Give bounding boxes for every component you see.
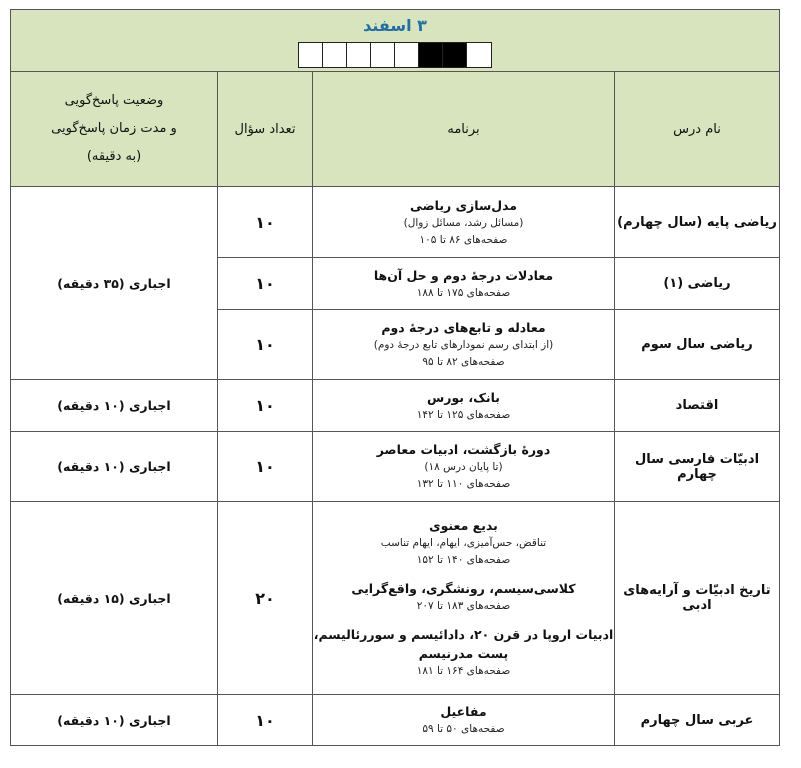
column-headers xyxy=(11,72,780,187)
col-header-count: تعداد سؤال xyxy=(218,72,313,187)
exam-schedule-table xyxy=(10,9,780,746)
program-note: (تا پایان درس ۱۸) xyxy=(424,461,503,473)
answer-status: اجباری (۱۰ دقیقه) xyxy=(11,695,218,746)
program-pages: صفحه‌های ۱۶۴ تا ۱۸۱ xyxy=(416,665,511,677)
program-title: مدل‌سازی ریاضی xyxy=(409,197,518,213)
course-name: اقتصاد xyxy=(615,380,780,432)
course-name: ادبیّات فارسی سال چهارم xyxy=(615,432,780,502)
program-title: کلاسی‌سیسم، رونشگری، واقع‌گرایی xyxy=(351,581,576,596)
program-pages: صفحه‌های ۱۴۰ تا ۱۵۲ xyxy=(416,554,511,566)
course-name: عربی سال چهارم xyxy=(615,695,780,746)
program-title-continued: پست مدرنیسم xyxy=(418,646,509,661)
program-title: بانک، بورس xyxy=(427,389,500,405)
schedule-page xyxy=(10,9,779,758)
program-cell xyxy=(313,502,615,695)
program-pages: صفحه‌های ۱۲۵ تا ۱۴۲ xyxy=(416,408,511,421)
question-count: ۱۰ xyxy=(218,258,313,310)
course-name: ریاضی (۱) xyxy=(615,258,780,310)
program-cell xyxy=(313,432,615,502)
progress-box xyxy=(467,43,491,67)
program-cell xyxy=(313,695,615,746)
question-count: ۱۰ xyxy=(218,380,313,432)
question-count: ۱۰ xyxy=(218,187,313,258)
col-header-status xyxy=(11,72,218,187)
program-cell xyxy=(313,380,615,432)
program-note: (از ابتدای رسم نمودارهای تابع درجهٔ دوم) xyxy=(373,339,554,351)
progress-boxes xyxy=(298,42,492,68)
table-row xyxy=(11,502,780,695)
answer-status: اجباری (۱۰ دقیقه) xyxy=(11,380,218,432)
status-header-line: (به دقیقه) xyxy=(86,149,142,164)
schedule-header xyxy=(11,10,780,72)
program-title: مفاعیل xyxy=(440,704,487,719)
program-cell xyxy=(313,310,615,380)
table-row xyxy=(11,695,780,746)
status-header-line: و مدت زمان پاسخ‌گویی xyxy=(51,121,177,136)
program-pages: صفحه‌های ۱۱۰ تا ۱۳۲ xyxy=(416,478,511,490)
program-title: دورهٔ بازگشت، ادبیات معاصر xyxy=(376,442,551,457)
answer-status: اجباری (۳۵ دقیقه) xyxy=(11,187,218,380)
progress-box xyxy=(347,43,371,67)
program-title: ادبیات اروپا در قرن ۲۰، دادائیسم و سوررئالیسم، xyxy=(313,627,614,642)
col-header-program: برنامه xyxy=(313,72,615,187)
program-pages: صفحه‌های ۸۲ تا ۹۵ xyxy=(422,356,505,368)
question-count: ۱۰ xyxy=(218,432,313,502)
status-header-line: وضعیت پاسخ‌گویی xyxy=(64,93,164,108)
question-count: ۲۰ xyxy=(218,502,313,695)
program-note: تناقض، حس‌آمیزی، ایهام، ایهام تناسب xyxy=(380,537,547,549)
progress-box xyxy=(395,43,419,67)
progress-box xyxy=(443,43,467,67)
program-cell xyxy=(313,258,615,310)
progress-box xyxy=(299,43,323,67)
course-name: تاریخ ادبیّات و آرایه‌های ادبی xyxy=(615,502,780,695)
program-pages: صفحه‌های ۸۶ تا ۱۰۵ xyxy=(419,233,508,246)
program-title: معادله و تابع‌های درجهٔ دوم xyxy=(381,320,546,335)
program-title: بدیع معنوی xyxy=(429,518,498,533)
program-cell xyxy=(313,187,615,258)
progress-box xyxy=(323,43,347,67)
exam-date-title: ۳ اسفند xyxy=(363,16,427,35)
question-count: ۱۰ xyxy=(218,310,313,380)
table-row xyxy=(11,380,780,432)
answer-status: اجباری (۱۰ دقیقه) xyxy=(11,432,218,502)
progress-box xyxy=(419,43,443,67)
program-pages: صفحه‌های ۱۷۵ تا ۱۸۸ xyxy=(416,286,511,299)
answer-status: اجباری (۱۵ دقیقه) xyxy=(11,502,218,695)
program-title: معادلات درجهٔ دوم و حل آن‌ها xyxy=(373,267,554,283)
table-row xyxy=(11,432,780,502)
col-header-course: نام درس xyxy=(615,72,780,187)
program-pages: صفحه‌های ۵۰ تا ۵۹ xyxy=(422,723,505,735)
course-name: ریاضی سال سوم xyxy=(615,310,780,380)
course-name: ریاضی پایه (سال چهارم) xyxy=(615,187,780,258)
question-count: ۱۰ xyxy=(218,695,313,746)
progress-box xyxy=(371,43,395,67)
table-row xyxy=(11,187,780,258)
program-note: (مسائل رشد، مسائل زوال) xyxy=(403,216,524,229)
program-pages: صفحه‌های ۱۸۳ تا ۲۰۷ xyxy=(416,600,511,612)
